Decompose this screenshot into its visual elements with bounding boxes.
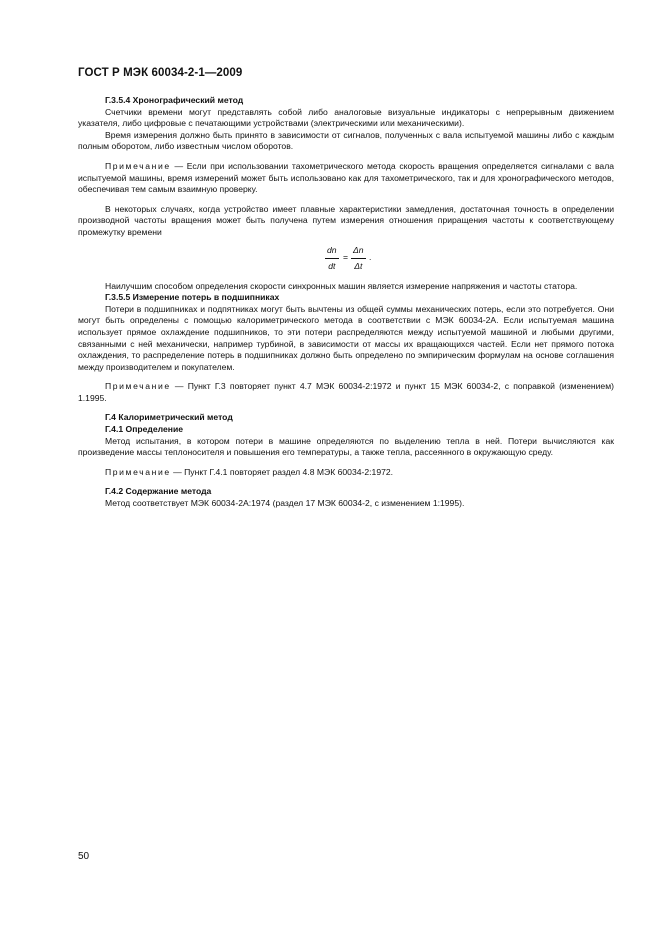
- note-text: — Если при использовании тахометрического метода скорость вращения определяется сигналами с вала испытуемой машины, время измерений может быть использовано как для тахометрического, так и для хронографического методов, обеспечивая тем самым взаимную проверку.: [78, 160, 614, 195]
- formula-lhs-fraction: [325, 245, 339, 273]
- note: [78, 467, 614, 479]
- paragraph: Наилучшим способом определения скорости синхронных машин является измерение напряжения и частоты статора.: [105, 280, 578, 291]
- section-heading-g42: Г.4.2 Содержание метода: [105, 486, 212, 497]
- note-label: Примечание: [105, 381, 171, 392]
- note-text: — Пункт Г.4.1 повторяет раздел 4.8 МЭК 60034-2:1972.: [170, 466, 394, 477]
- paragraph: Время измерения должно быть принято в зависимости от сигналов, полученных с вала испытуемой машины либо с каждым полным оборотом, либо известным числом оборотов.: [78, 129, 614, 152]
- document-header: ГОСТ Р МЭК 60034-2-1—2009: [78, 67, 243, 79]
- paragraph: В некоторых случаях, когда устройство имеет плавные характеристики замедления, достаточная точность в определении производной частоты вращения может быть получена путем измерения отношения приращения частоты к соответствующему промежутку времени: [78, 203, 614, 237]
- formula-period: .: [369, 251, 372, 262]
- note: [78, 161, 614, 196]
- formula-rhs-numerator: Δn: [351, 245, 366, 260]
- paragraph: Потери в подшипниках и подпятниках могут быть вычтены из общей суммы механических потерь, если это потребуется. Они могут быть определены с помощью калориметрического метода в соответствии с МЭК 60034-2А. Если испытуемая машина использует прямое охлаждение подшипников, то эти потери распределяются между испытуемой машиной и любыми другими, связанными с ней механически, например турбиной, в зависимости от массы их вращающихся частей. Если нет прямого потока охлаждения, то распределение потерь в подшипниках должно быть определено по эмпирическим формулам на основе соглашения между производителем и покупателем.: [78, 303, 614, 372]
- note-text: — Пункт Г.3 повторяет пункт 4.7 МЭК 60034-2:1972 и пункт 15 МЭК 60034-2, с поправкой (изменением) 1.1995.: [78, 381, 614, 403]
- note-label: Примечание: [105, 160, 171, 171]
- section-heading-g4: Г.4 Калориметрический метод: [105, 412, 233, 423]
- page-number: 50: [78, 851, 90, 862]
- section-heading-g41: Г.4.1 Определение: [105, 424, 184, 435]
- note-label: Примечание: [105, 466, 171, 477]
- formula-rhs-fraction: [351, 245, 366, 273]
- section-heading-g354: Г.3.5.4 Хронографический метод: [105, 95, 244, 105]
- formula-lhs-numerator: dn: [325, 245, 339, 260]
- paragraph: Метод соответствует МЭК 60034-2А:1974 (раздел 17 МЭК 60034-2, с изменением 1:1995).: [105, 498, 465, 509]
- formula-equals: =: [343, 251, 349, 262]
- paragraph: Счетчики времени могут представлять собой либо аналоговые визуальные индикаторы с непрерывным движением указателя, либо цифровые с печатающими устройствами (электрическими или механическими).: [78, 106, 614, 129]
- paragraph: Метод испытания, в котором потери в машине определяются по выделению тепла в ней. Потери вычисляются как произведение массы теплоносителя и повышения его температуры, а также тепла, рассеянного в окружающую среду.: [78, 435, 614, 458]
- document-body: [78, 95, 614, 510]
- section-heading-g355: Г.3.5.5 Измерение потерь в подшипниках: [105, 292, 280, 303]
- formula: [78, 243, 614, 279]
- formula-lhs-denominator: dt: [328, 261, 336, 272]
- note: [78, 381, 614, 404]
- formula-rhs-denominator: Δt: [354, 261, 363, 272]
